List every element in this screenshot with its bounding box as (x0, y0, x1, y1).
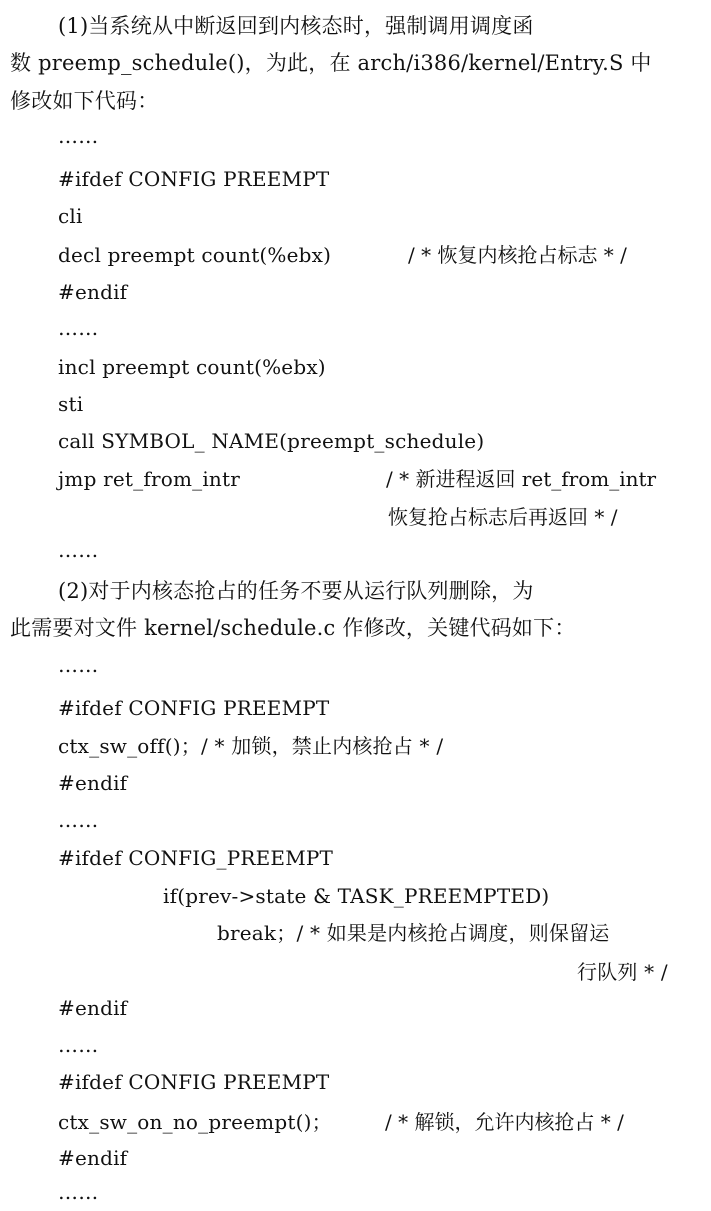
code1-ellipsis-1: …… (58, 124, 99, 148)
code2-break-cont: 行队列 * / (577, 960, 668, 984)
para1-line1: (1)当系统从中断返回到内核态时，强制调用调度函 (58, 14, 534, 38)
code1-jmp-comment-cont: 恢复抢占标志后再返回 * / (388, 505, 618, 529)
code2-ellipsis-3: …… (58, 1033, 99, 1057)
code1-jmp-comment: / * 新进程返回 ret_from_intr (386, 467, 657, 491)
code2-ctx-sw-off: ctx_sw_off()；/ * 加锁，禁止内核抢占 * / (58, 734, 444, 758)
code2-endif-3: #endif (58, 1146, 128, 1170)
code2-break: break；/ * 如果是内核抢占调度，则保留运 (217, 921, 610, 945)
para1-line2: 数 preemp_schedule()，为此，在 arch/i386/kernel/Entry.S 中 (10, 51, 652, 75)
code1-endif: #endif (58, 280, 128, 304)
code2-ellipsis-1: …… (58, 653, 99, 677)
code2-ifdef-2: #ifdef CONFIG_PREEMPT (58, 846, 334, 870)
code1-decl: decl preempt count(%ebx) (58, 243, 332, 267)
code1-decl-comment: / * 恢复内核抢占标志 * / (408, 243, 627, 267)
code1-ellipsis-2: …… (58, 316, 99, 340)
code1-ellipsis-3: …… (58, 538, 99, 562)
para1-line3: 修改如下代码： (10, 89, 159, 113)
code2-ifdef-1: #ifdef CONFIG PREEMPT (58, 696, 330, 720)
code2-ifdef-3: #ifdef CONFIG PREEMPT (58, 1070, 330, 1094)
code1-incl: incl preempt count(%ebx) (58, 355, 326, 379)
code1-sti: sti (58, 392, 84, 416)
code2-ellipsis-2: …… (58, 808, 99, 832)
code2-ctx-sw-on: ctx_sw_on_no_preempt()； (58, 1110, 332, 1134)
para2-line2: 此需要对文件 kernel/schedule.c 作修改，关键代码如下： (10, 616, 576, 640)
para2-line1: (2)对于内核态抢占的任务不要从运行队列删除，为 (58, 579, 534, 603)
code1-ifdef: #ifdef CONFIG PREEMPT (58, 167, 330, 191)
code2-ellipsis-4: …… (58, 1180, 99, 1204)
code1-call: call SYMBOL_ NAME(preempt_schedule) (58, 429, 485, 453)
code1-cli: cli (58, 204, 83, 228)
code2-ctx-sw-on-comment: / * 解锁，允许内核抢占 * / (385, 1110, 624, 1134)
code2-endif-1: #endif (58, 771, 128, 795)
code1-jmp: jmp ret_from_intr (58, 467, 241, 491)
code2-endif-2: #endif (58, 996, 128, 1020)
code2-if-prev-state: if(prev->state & TASK_PREEMPTED) (163, 884, 550, 908)
